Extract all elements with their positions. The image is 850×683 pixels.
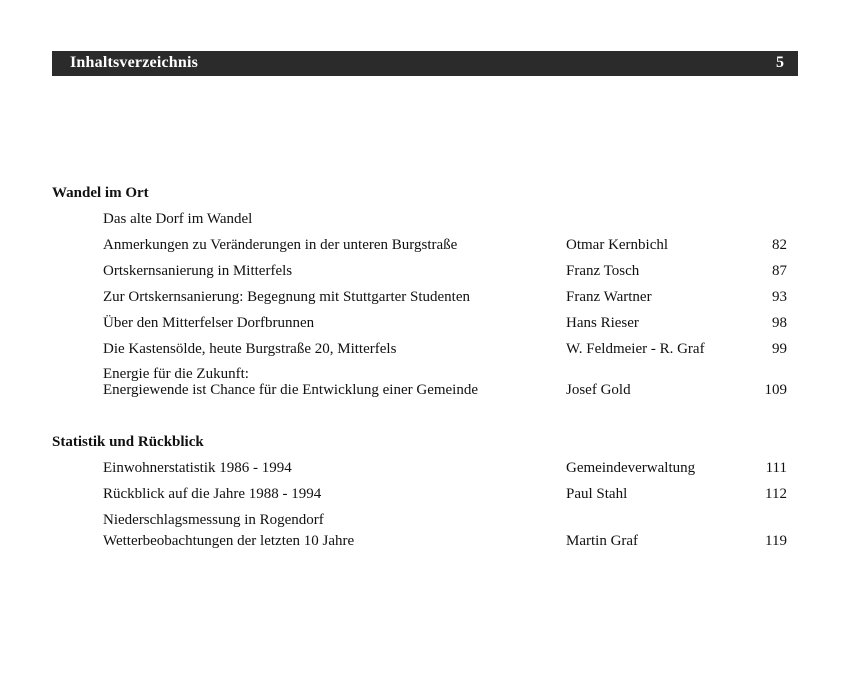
entry-page-number: 82 bbox=[772, 237, 787, 253]
entry-page-number: 111 bbox=[765, 460, 787, 476]
entry-subtitle: Wetterbeobachtungen der letzten 10 Jahre bbox=[103, 533, 355, 549]
entry-author: Martin Graf bbox=[566, 533, 639, 549]
entry-author: Gemeindeverwaltung bbox=[566, 460, 696, 476]
entry-title: Niederschlagsmessung in Rogendorf bbox=[103, 512, 324, 528]
entry-author: Paul Stahl bbox=[566, 486, 628, 502]
header-bar bbox=[52, 51, 798, 76]
entry-author: Otmar Kernbichl bbox=[566, 237, 669, 253]
entry-page-number: 119 bbox=[765, 533, 787, 549]
entry-title: Über den Mitterfelser Dorfbrunnen bbox=[103, 315, 315, 331]
entry-author: W. Feldmeier - R. Graf bbox=[566, 341, 705, 357]
entry-author: Franz Tosch bbox=[566, 263, 640, 279]
entry-page-number: 109 bbox=[764, 382, 787, 398]
entry-title: Die Kastensölde, heute Burgstraße 20, Mitterfels bbox=[103, 341, 397, 357]
entry-page-number: 112 bbox=[765, 486, 787, 502]
section-heading-wandel-im-ort: Wandel im Ort bbox=[52, 185, 149, 201]
entry-title: Rückblick auf die Jahre 1988 - 1994 bbox=[103, 486, 322, 502]
entry-page-number: 99 bbox=[772, 341, 787, 357]
page-title: Inhaltsverzeichnis bbox=[70, 54, 199, 71]
entry-title: Einwohnerstatistik 1986 - 1994 bbox=[103, 460, 292, 476]
entry-title: Zur Ortskernsanierung: Begegnung mit Stuttgarter Studenten bbox=[103, 289, 471, 305]
entry-page-number: 98 bbox=[772, 315, 787, 331]
entry-title: Anmerkungen zu Veränderungen in der unteren Burgstraße bbox=[103, 237, 458, 253]
entry-author: Hans Rieser bbox=[566, 315, 639, 331]
section-heading-statistik-und-rueckblick: Statistik und Rückblick bbox=[52, 434, 204, 450]
entry-page-number: 87 bbox=[772, 263, 787, 279]
page-number: 5 bbox=[776, 54, 784, 71]
entry-author: Franz Wartner bbox=[566, 289, 652, 305]
entry-page-number: 93 bbox=[772, 289, 787, 305]
entry-subtitle: Energiewende ist Chance für die Entwicklung einer Gemeinde bbox=[103, 382, 479, 398]
entry-title: Energie für die Zukunft: bbox=[103, 366, 249, 382]
entry-title: Das alte Dorf im Wandel bbox=[103, 211, 253, 227]
entry-title: Ortskernsanierung in Mitterfels bbox=[103, 263, 293, 279]
entry-author: Josef Gold bbox=[566, 382, 631, 398]
